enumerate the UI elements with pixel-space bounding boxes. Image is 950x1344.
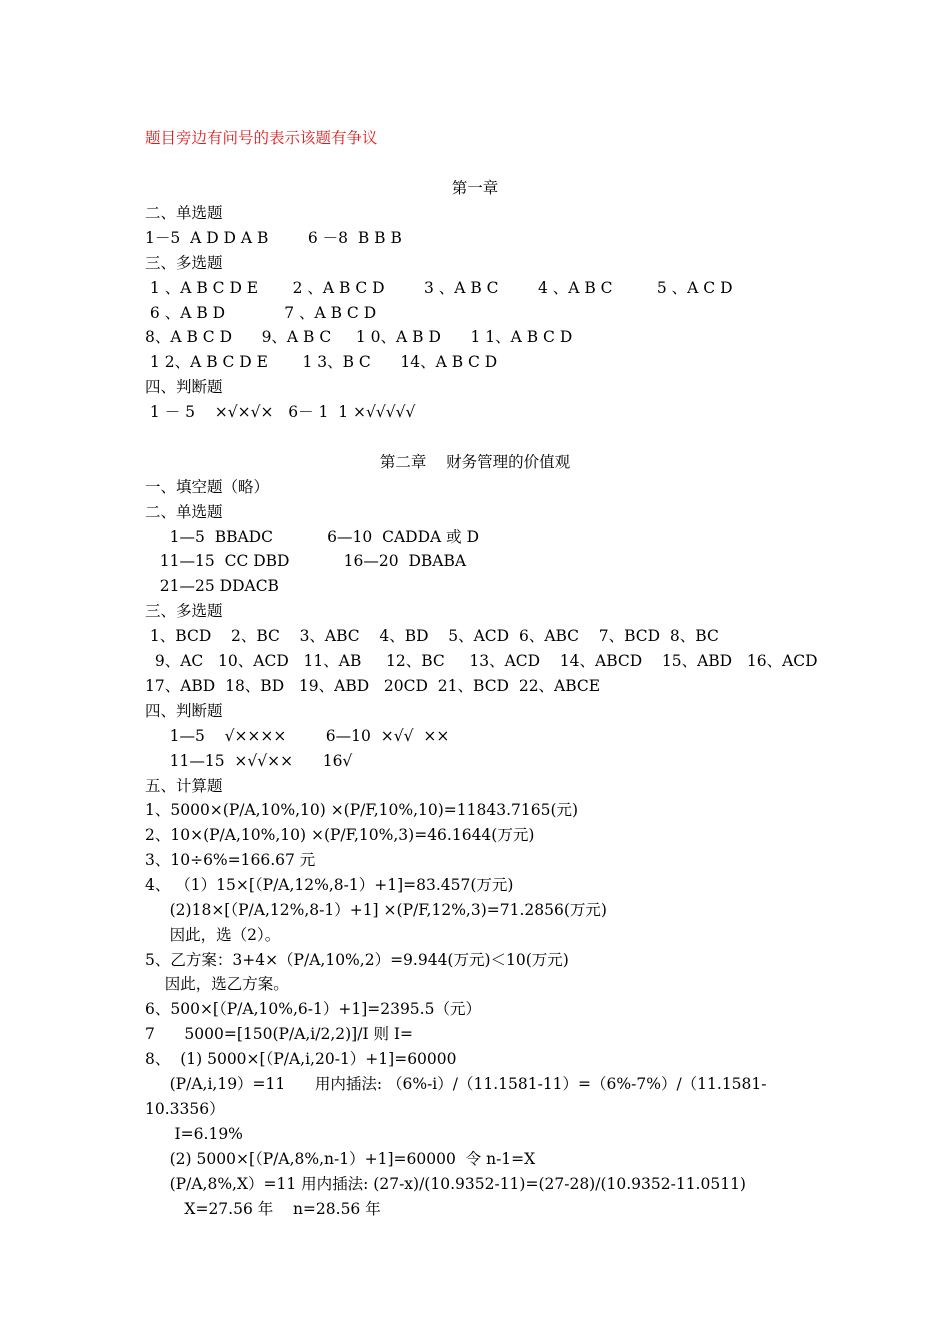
chapter2-line: I=6.19% — [145, 1125, 243, 1143]
chapter2-line: 7 5000=[150(P/A,i/2,2)]/I 则 I= — [145, 1025, 414, 1043]
dispute-notice: 题目旁边有问号的表示该题有争议 — [145, 129, 378, 147]
chapter2-line: 二、单选题 — [145, 503, 223, 521]
chapter1-line: 1－5 A D D A B 6 －8 B B B — [145, 229, 402, 247]
chapter2-title: 第二章 财务管理的价值观 — [379, 453, 571, 471]
chapter1-line: 1 2、A B C D E 1 3、B C 14、A B C D — [145, 353, 498, 371]
chapter1-line: 6 、A B D 7 、A B C D — [145, 304, 377, 322]
chapter2-line: (2) 5000×[（P/A,8%,n-1）+1]=60000 令 n-1=X — [145, 1150, 536, 1168]
chapter1-line: 三、多选题 — [145, 254, 223, 272]
chapter2-line: 2、10×(P/A,10%,10) ×(P/F,10%,3)=46.1644(万元) — [145, 826, 535, 844]
chapter1-line: 四、判断题 — [145, 378, 223, 396]
chapter2-line: 21—25 DDACB — [145, 577, 279, 595]
chapter2-line: 11—15 CC DBD 16—20 DBABA — [145, 552, 467, 570]
chapter1-line: 1 、A B C D E 2 、A B C D 3 、A B C 4 、A B C 5 、A C D — [145, 279, 733, 297]
chapter2-line: 17、ABD 18、BD 19、ABD 20CD 21、BCD 22、ABCE — [145, 677, 601, 695]
chapter2-line: X=27.56 年 n=28.56 年 — [145, 1200, 381, 1218]
chapter2-line: 11—15 ×√√×× 16√ — [145, 752, 353, 770]
chapter2-line: 6、500×[（P/A,10%,6-1）+1]=2395.5（元） — [145, 1000, 481, 1018]
chapter2-line: 1、5000×(P/A,10%,10) ×(P/F,10%,10)=11843.7165(元) — [145, 801, 579, 819]
chapter2-line: 三、多选题 — [145, 602, 223, 620]
chapter2-line: (P/A,i,19）=11 用内插法: （6%-i）/（11.1581-11）=（6%-7%）/（11.1581- — [145, 1075, 767, 1093]
chapter2-line: 1—5 √×××× 6—10 ×√√ ×× — [145, 727, 450, 745]
chapter2-line: 1、BCD 2、BC 3、ABC 4、BD 5、ACD 6、ABC 7、BCD 8、BC — [145, 627, 719, 645]
chapter2-line: 5、乙方案：3+4×（P/A,10%,2）=9.944(万元)＜10(万元) — [145, 951, 569, 969]
chapter2-line: 一、填空题（略） — [145, 478, 270, 496]
chapter2-line: (2)18×[（P/A,12%,8-1）+1] ×(P/F,12%,3)=71.2856(万元) — [145, 901, 607, 919]
chapter1-line: 8、A B C D 9、A B C 1 0、A B D 1 1、A B C D — [145, 328, 573, 346]
chapter2-line: 8、 (1) 5000×[（P/A,i,20-1）+1]=60000 — [145, 1050, 457, 1068]
chapter2-line: 4、 （1）15×[（P/A,12%,8-1）+1]=83.457(万元) — [145, 876, 514, 894]
chapter1-line: 1 － 5 ×√×√× 6－ 1 1 ×√√√√√ — [145, 403, 416, 421]
chapter2-line: (P/A,8%,X）=11 用内插法: (27-x)/(10.9352-11)=(27-28)/(10.9352-11.0511) — [145, 1175, 746, 1193]
chapter2-line: 四、判断题 — [145, 702, 223, 720]
chapter2-line: 1—5 BBADC 6—10 CADDA 或 D — [145, 528, 479, 546]
chapter2-line: 因此，选（2）。 — [145, 926, 281, 944]
chapter2-line: 五、计算题 — [145, 777, 223, 795]
chapter2-line: 3、10÷6%=166.67 元 — [145, 851, 316, 869]
chapter2-line: 10.3356） — [145, 1100, 225, 1118]
chapter1-line: 二、单选题 — [145, 204, 223, 222]
chapter1-title: 第一章 — [451, 179, 499, 197]
chapter2-line: 因此，选乙方案。 — [145, 975, 289, 993]
chapter2-line: 9、AC 10、ACD 11、AB 12、BC 13、ACD 14、ABCD 15、ABD 16、ACD — [145, 652, 818, 670]
